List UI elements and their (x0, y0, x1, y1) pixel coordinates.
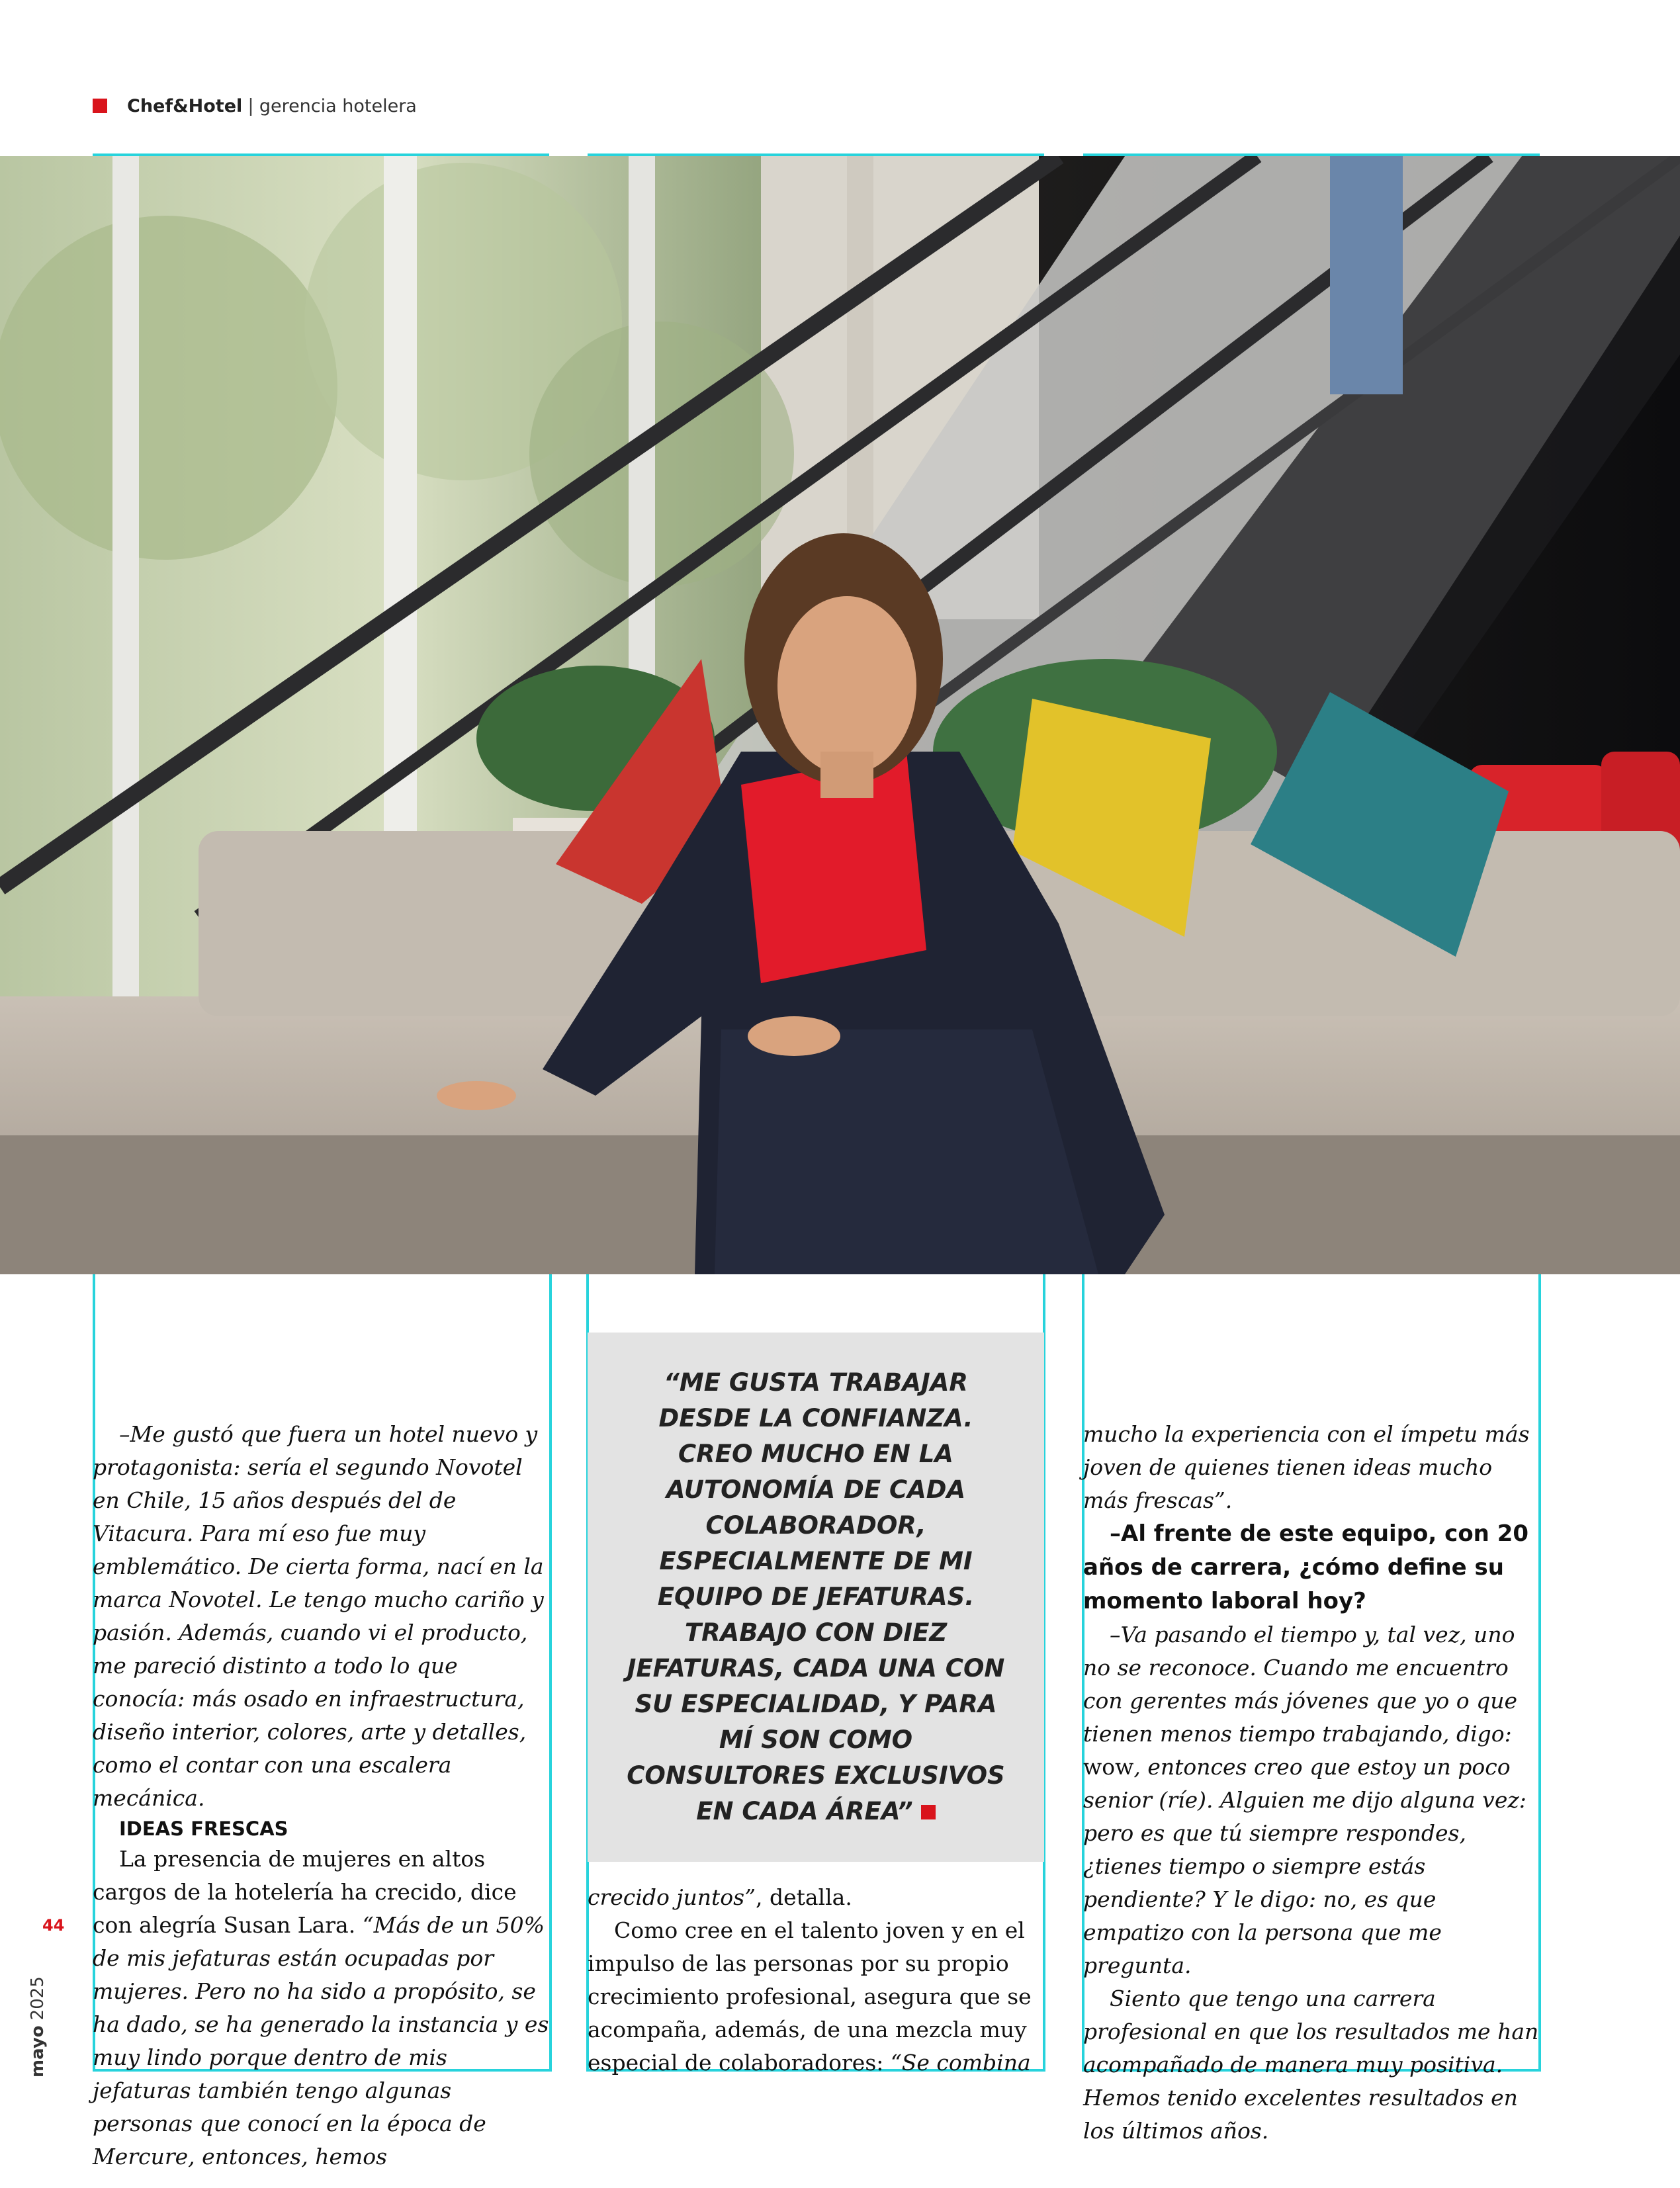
pull-quote (621, 1365, 1011, 1829)
text-column-3 (1083, 1418, 1540, 2148)
portrait-photo-illustration (0, 156, 1680, 1274)
paragraph-answer-1: –Me gustó que fuera un hotel nuevo y protagonista: sería el segundo Novotel en Chile, 15 años después del de Vitacura. Para mí eso fue muy emblemático. De cierta forma, nací en la marca Novotel. Le tengo mucho cariño y pasión. Además, cuando vi el producto, me pareció distinto a todo lo que conocía: más osado en infraestructura, diseño interior, colores, arte y detalles, como el contar con una escalera mecánica. (93, 1421, 544, 1811)
paragraph-young-talent-quote: “Se combina (890, 2050, 1031, 2076)
paragraph-quote-end: mucho la experiencia con el ímpetu más joven de quienes tienen ideas mucho más frescas”. (1083, 1421, 1530, 1513)
header-separator: | (248, 95, 253, 116)
guide-col1-right (549, 1274, 552, 2072)
paragraph-women-leaders (93, 1843, 549, 2173)
magazine-brand: Chef&Hotel (127, 95, 243, 116)
interview-question: –Al frente de este equipo, con 20 años de carrera, ¿cómo define su momento laboral hoy? (1083, 1520, 1529, 1614)
answer-2-part-b: , entonces creo que estoy un poco senior (ríe). Alguien me dijo alguna vez: pero es que tú siempre respondes, ¿tienes tiempo o siempre estás pendiente? Y le digo: no, es que empatizo con la persona que me pregunta. (1083, 1754, 1526, 1978)
attribution: , detalla. (755, 1884, 852, 1910)
paragraph-answer-2 (1083, 1618, 1540, 1982)
pull-quote-box (588, 1333, 1044, 1862)
issue-year: 2025 (28, 1976, 48, 2021)
subheading-ideas-frescas: IDEAS FRESCAS (119, 1817, 288, 1840)
page-number: 44 (42, 1916, 65, 1935)
paragraph-continuation (588, 1881, 1044, 1914)
answer-2-wow: wow (1083, 1754, 1134, 1780)
paragraph-answer-3: Siento que tengo una carrera profesional en que los resultados me han acompañado de manera muy positiva. Hemos tenido excelentes resultados en los últimos años. (1083, 1986, 1539, 2144)
paragraph-women-leaders-quote: “Más de un 50% de mis jefaturas están ocupadas por mujeres. Pero no ha sido a propósito, se ha dado, se ha generado la instancia y es muy lindo porque dentro de mis jefaturas también tengo algunas personas que conocí en la época de Mercure, entonces, hemos (93, 1912, 549, 2169)
text-column-2 (588, 1881, 1044, 2079)
text-column-1 (93, 1418, 549, 2173)
section-name: gerencia hotelera (259, 95, 417, 116)
issue-month: mayo (28, 2025, 48, 2078)
portrait-photo (0, 156, 1680, 1274)
issue-date (28, 1978, 54, 2078)
section-marker-icon (93, 99, 107, 113)
paragraph-young-talent-text: Como cree en el talento joven y en el impulso de las personas por su propio crecimiento profesional, asegura que se acompaña, además, de una mezcla muy especial de colaboradores: (588, 1917, 1032, 2076)
pull-quote-text: “ME GUSTA TRABAJAR DESDE LA CONFIANZA. CREO MUCHO EN LA AUTONOMÍA DE CADA COLABORADOR, ESPECIALMENTE DE MI EQUIPO DE JEFATURAS. TRABAJO CON DIEZ JEFATURAS, CADA UNA CON SU ESPECIALIDAD, Y PARA MÍ SON COMO CONSULTORES EXCLUSIVOS EN CADA ÁREA” (627, 1368, 1005, 1825)
paragraph-women-leaders-intro: La presencia de mujeres en altos cargos de la hotelería ha crecido, dice con alegría Susan Lara. (93, 1846, 517, 1938)
end-mark-icon (921, 1805, 936, 1819)
paragraph-young-talent (588, 1914, 1044, 2079)
quote-continuation: crecido juntos” (588, 1884, 756, 1910)
running-header (93, 93, 417, 119)
answer-2-part-a: –Va pasando el tiempo y, tal vez, uno no se reconoce. Cuando me encuentro con gerentes más jóvenes que yo o que tienen menos tiempo trabajando, digo: (1083, 1622, 1518, 1747)
